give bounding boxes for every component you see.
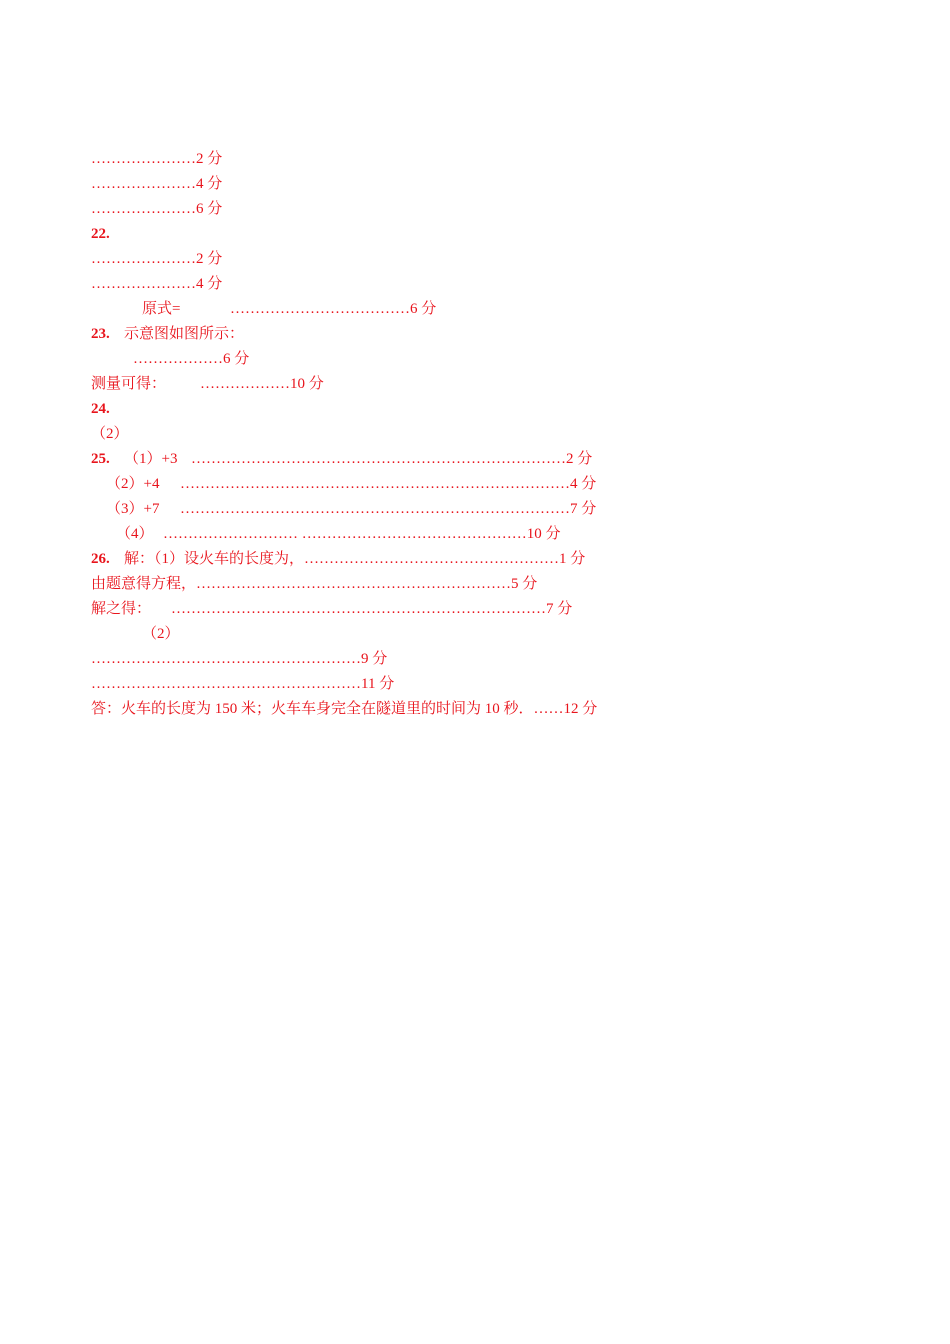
score-line: …………………4 分 bbox=[91, 176, 223, 192]
score-line: ………………6 分 bbox=[133, 351, 250, 367]
score-line: ………………10 分 bbox=[200, 376, 324, 392]
answer-item: （1）+3 bbox=[124, 451, 178, 467]
question-23-text: 示意图如图所示： bbox=[124, 326, 245, 342]
question-26-text: 解：（1）设火车的长度为，……………………………………………1 分 bbox=[124, 551, 586, 567]
question-22-number: 22. bbox=[91, 226, 110, 242]
final-answer: 答：火车的长度为 150 米；火车车身完全在隧道里的时间为 10 秒．……12 分 bbox=[91, 701, 598, 717]
score-line: ……………………………………………………………………7 分 bbox=[180, 501, 597, 517]
solution-line: 由题意得方程，………………………………………………………5 分 bbox=[91, 576, 538, 592]
score-line: ………………………………………………9 分 bbox=[91, 651, 388, 667]
question-25-number: 25. bbox=[91, 451, 110, 467]
answer-item: （2）+4 bbox=[106, 476, 160, 492]
score-line: …………………6 分 bbox=[91, 201, 223, 217]
score-line: …………………2 分 bbox=[91, 151, 223, 167]
question-24-number: 24. bbox=[91, 401, 110, 417]
formula-label: 原式= bbox=[142, 301, 181, 317]
score-line: …………………………………………………………………7 分 bbox=[171, 601, 573, 617]
score-line: ………………………………………………11 分 bbox=[91, 676, 395, 692]
score-line: ……………………………………………………………………4 分 bbox=[180, 476, 597, 492]
question-26-number: 26. bbox=[91, 551, 110, 567]
measurement-label: 测量可得： bbox=[91, 376, 167, 392]
sub-question-label: （2） bbox=[142, 626, 180, 642]
score-line: …………………2 分 bbox=[91, 251, 223, 267]
score-line: ………………………………6 分 bbox=[230, 301, 437, 317]
sub-question-label: （2） bbox=[91, 426, 129, 442]
question-23-number: 23. bbox=[91, 326, 110, 342]
score-line: …………………………………………………………………2 分 bbox=[191, 451, 593, 467]
score-line: ……………………… ………………………………………10 分 bbox=[163, 526, 561, 542]
answer-item: （4） bbox=[116, 526, 154, 542]
answer-item: （3）+7 bbox=[106, 501, 160, 517]
solution-label: 解之得： bbox=[91, 601, 152, 617]
score-line: …………………4 分 bbox=[91, 276, 223, 292]
